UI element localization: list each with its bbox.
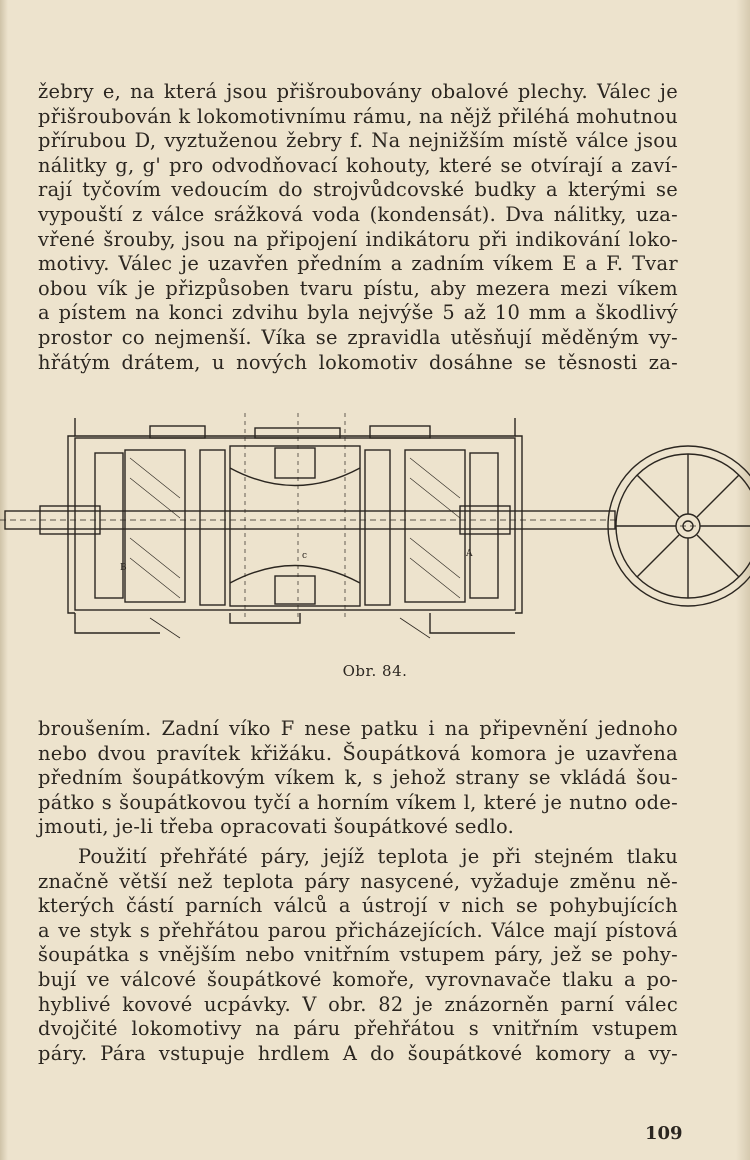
text-line: rají tyčovím vedoucím do strojvůdcovské budky a kterými se	[38, 178, 678, 202]
text-line: pátko s šoupátkovou tyčí a horním víkem l, které je nutno ode-	[38, 790, 678, 814]
text-line: přišroubován k lokomotivnímu rámu, na nějž přiléhá mohutnou	[38, 104, 679, 128]
text-line: motivy. Válec je uzavřen předním a zadním víkem E a F. Tvar	[38, 252, 678, 276]
text-line: hřátým drátem, u nových lokomotiv dosáhne se těsnosti za-	[38, 350, 678, 374]
text-line: bují ve válcové šoupátkové komoře, vyrovnavače tlaku a po-	[38, 967, 678, 991]
text-line: vřené šrouby, jsou na připojení indikátoru při indikování loko-	[38, 227, 678, 251]
text-line: nebo dvou pravítek křižáku. Šoupátková komora je uzavřena	[38, 741, 678, 765]
text-line: páry. Pára vstupuje hrdlem A do šoupátkové komory a vy-	[38, 1041, 678, 1065]
paragraph-2	[38, 717, 678, 840]
paragraph-1	[38, 80, 678, 375]
cylinder-section-illustration	[0, 408, 750, 648]
text-line: žebry e, na která jsou přišroubovány obalové plechy. Válec je	[38, 80, 678, 103]
text-line: dvojčité lokomotivy na páru přehřátou s vnitřním vstupem	[38, 1017, 678, 1041]
text-line: hyblivé kovové ucpávky. V obr. 82 je znázorněn parní válec	[38, 992, 678, 1016]
text-line: předním šoupátkovým víkem k, s jehož strany se vkládá šou-	[38, 766, 678, 790]
text-line: obou vík je přizpůsoben tvaru pístu, aby mezera mezi víkem	[38, 276, 678, 300]
figure-cylinder-drawing	[0, 408, 750, 648]
text-line: šoupátka s vnějším nebo vnitřním vstupem páry, jež se pohy-	[38, 943, 678, 967]
page-number: 109	[645, 1123, 683, 1144]
figure-label-c: c	[302, 551, 308, 561]
text-line: značně větší než teplota páry nasycené, vyžaduje změnu ně-	[38, 869, 678, 893]
figure-label-b: B	[120, 563, 127, 573]
text-line: kterých částí parních válců a ústrojí v nich se pohybujících	[38, 894, 678, 918]
figure-label-a: A	[466, 549, 473, 559]
text-line: nálitky g, g' pro odvodňovací kohouty, které se otvírají a zaví-	[38, 153, 678, 177]
figure-caption: Obr. 84.	[342, 662, 408, 680]
text-line: vypouští z válce srážková voda (kondensát). Dva nálitky, uza-	[38, 202, 678, 226]
text-line: Použití přehřáté páry, jejíž teplota je při stejném tlaku	[78, 845, 678, 868]
text-line: broušením. Zadní víko F nese patku i na připevnění jednoho	[38, 717, 678, 740]
text-line: prostor co nejmenší. Víka se zpravidla utěsňují měděným vy-	[38, 325, 678, 349]
text-line: přírubou D, vyztuženou žebry f. Na nejnižším místě válce jsou	[38, 129, 678, 153]
text-line: a ve styk s přehřátou parou přicházejících. Válce mají pístová	[38, 918, 678, 942]
text-line: jmouti, je-li třeba opracovati šoupátkové sedlo.	[38, 815, 515, 839]
paragraph-3	[38, 845, 678, 1066]
text-line: a pístem na konci zdvihu byla nejvýše 5 až 10 mm a škodlivý	[38, 301, 678, 325]
